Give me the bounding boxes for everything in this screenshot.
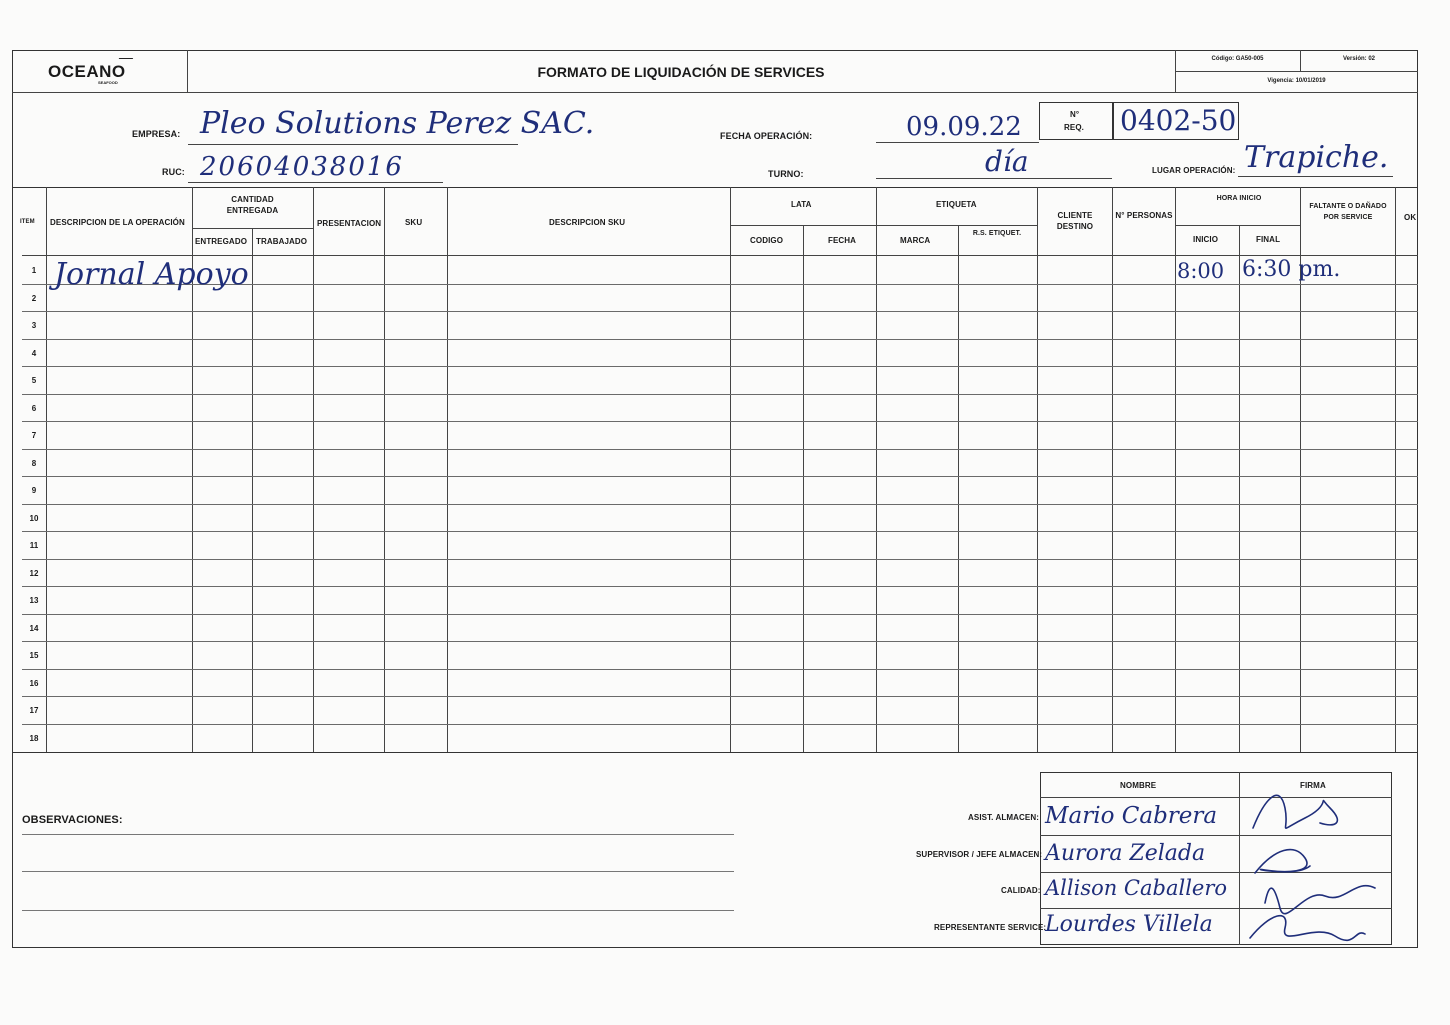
- signature-representante-path: [1250, 916, 1365, 941]
- row1-descripcion: Jornal Apoyo: [54, 257, 249, 292]
- col-final: FINAL: [1256, 235, 1281, 244]
- req-label-box: [1039, 102, 1113, 140]
- col-divider: [252, 228, 253, 752]
- table-row: [22, 669, 1418, 670]
- req-label-1: N°: [1070, 110, 1080, 119]
- header-divider: [12, 92, 1418, 93]
- table-row: [22, 614, 1418, 615]
- hora-subheader-line: [1175, 225, 1300, 226]
- table-row: [22, 421, 1418, 422]
- table-row: [22, 559, 1418, 560]
- row-number: 6: [31, 403, 37, 413]
- form-title: FORMATO DE LIQUIDACIÓN DE SERVICES: [537, 64, 825, 80]
- signature-asist-path: [1253, 795, 1337, 828]
- col-divider: [730, 187, 731, 752]
- role-supervisor-label: SUPERVISOR / JEFE ALMACEN:: [916, 850, 1043, 859]
- signatures-firma-drawing: [1245, 778, 1385, 948]
- form-code: Código: GA50-005: [1211, 56, 1264, 62]
- empresa-value: Pleo Solutions Perez SAC.: [200, 106, 595, 141]
- signature-supervisor-path: [1255, 850, 1310, 873]
- col-divider: [447, 187, 448, 752]
- lugar-line: [1238, 176, 1393, 177]
- col-etiqueta: ETIQUETA: [936, 200, 977, 209]
- col-divider: [384, 187, 385, 752]
- lugar-label: LUGAR OPERACIÓN:: [1152, 166, 1236, 175]
- row-number: 10: [29, 513, 39, 523]
- table-row: [22, 586, 1418, 587]
- col-divider: [1239, 225, 1240, 752]
- col-faltante: FALTANTE O DAÑADO POR SERVICE: [1309, 203, 1387, 221]
- row-number: 12: [29, 568, 39, 578]
- col-marca: MARCA: [900, 236, 931, 245]
- row-number: 7: [31, 431, 37, 440]
- col-inicio: INICIO: [1193, 235, 1219, 244]
- row-number: 2: [31, 293, 37, 303]
- col-cliente-destino: CLIENTE DESTINO: [1056, 211, 1094, 231]
- logo-wave-icon: [117, 58, 133, 63]
- row-number: 3: [31, 321, 37, 330]
- col-divider: [876, 187, 877, 752]
- table-row: [22, 531, 1418, 532]
- col-entregado: ENTREGADO: [195, 237, 248, 246]
- row-number: 5: [31, 376, 37, 385]
- col-divider: [1112, 187, 1113, 752]
- fecha-line: [876, 142, 1039, 143]
- table-row: [22, 504, 1418, 505]
- fecha-label: FECHA OPERACIÓN:: [720, 131, 813, 141]
- col-divider: [46, 187, 47, 752]
- table-row: [22, 366, 1418, 367]
- col-sku: SKU: [405, 218, 423, 227]
- ruc-line: [188, 182, 443, 183]
- table-row: [22, 311, 1418, 312]
- ruc-value: 20604038016: [200, 152, 404, 182]
- col-divider: [313, 187, 314, 752]
- table-row: [22, 724, 1418, 725]
- col-item: ITEM: [20, 219, 35, 225]
- row-number: 8: [31, 458, 37, 468]
- col-divider: [1175, 187, 1176, 752]
- lata-etiqueta-subheader-line: [730, 225, 1037, 226]
- row-number: 17: [29, 706, 39, 715]
- table-row: [22, 449, 1418, 450]
- name-asist: Mario Cabrera: [1045, 803, 1218, 829]
- empresa-label: EMPRESA:: [132, 129, 181, 139]
- col-lata: LATA: [791, 200, 812, 209]
- name-calidad: Allison Caballero: [1045, 876, 1228, 900]
- col-ok: OK: [1404, 213, 1417, 222]
- col-rs-etiquet: R.S. ETIQUET.: [972, 230, 1022, 237]
- form-vigencia: Vigencia: 10/01/2019: [1267, 78, 1326, 84]
- lugar-value: Trapiche.: [1244, 140, 1389, 175]
- nombre-header: NOMBRE: [1120, 781, 1157, 790]
- col-cantidad-entregada: CANTIDAD ENTREGADA: [226, 195, 279, 215]
- row-number: 14: [29, 623, 39, 633]
- row1-inicio: 8:00: [1177, 259, 1225, 283]
- col-divider: [958, 225, 959, 752]
- col-trabajado: TRABAJADO: [256, 237, 308, 246]
- turno-line: [876, 178, 1112, 179]
- company-logo-sub: SEAFOOD: [98, 80, 118, 85]
- col-descripcion-operacion: DESCRIPCION DE LA OPERACIÓN: [50, 218, 185, 227]
- signature-calidad-path: [1265, 886, 1375, 914]
- table-header-bottom: [22, 255, 1418, 256]
- row1-final: 6:30 pm.: [1242, 257, 1341, 282]
- code-split: [1175, 71, 1418, 72]
- form-version: Versión: 02: [1342, 56, 1375, 62]
- req-value: 0402-50: [1120, 104, 1237, 137]
- row-number: 16: [29, 678, 39, 688]
- table-bottom-border: [12, 752, 1418, 753]
- role-representante-label: REPRESENTANTE SERVICE:: [934, 923, 1047, 932]
- col-divider: [1037, 187, 1038, 752]
- col-descripcion-sku: DESCRIPCION SKU: [549, 218, 626, 227]
- table-row: [22, 339, 1418, 340]
- row-number: 15: [29, 651, 39, 660]
- row-number: 13: [29, 596, 39, 605]
- col-fecha: FECHA: [828, 236, 857, 245]
- row-number: 18: [29, 733, 39, 743]
- observaciones-label: OBSERVACIONES:: [22, 814, 123, 826]
- row-number: 11: [29, 541, 39, 550]
- table-row: [22, 476, 1418, 477]
- role-calidad-label: CALIDAD:: [1001, 886, 1041, 895]
- name-supervisor: Aurora Zelada: [1045, 841, 1206, 866]
- empresa-line: [188, 144, 518, 145]
- firma-header: FIRMA: [1300, 781, 1326, 790]
- col-n-personas: N° PERSONAS: [1115, 211, 1173, 220]
- table-row: [22, 641, 1418, 642]
- table-top-border: [12, 187, 1418, 188]
- turno-value: día: [985, 145, 1029, 178]
- req-label-2: REQ.: [1064, 123, 1084, 132]
- role-asist-label: ASIST. ALMACEN:: [968, 813, 1039, 822]
- turno-label: TURNO:: [768, 169, 804, 179]
- observaciones-line: [22, 871, 734, 872]
- row-number: 1: [31, 266, 37, 275]
- col-presentacion: PRESENTACION: [317, 219, 382, 228]
- col-codigo: CODIGO: [750, 236, 784, 245]
- col-divider: [803, 225, 804, 752]
- cantidad-subheader-line: [192, 228, 313, 229]
- observaciones-line: [22, 910, 734, 911]
- fecha-value: 09.09.22: [906, 112, 1022, 142]
- row-number: 4: [31, 348, 37, 358]
- observaciones-line: [22, 834, 734, 835]
- table-row: [22, 696, 1418, 697]
- name-representante: Lourdes Villela: [1045, 912, 1213, 937]
- row-number: 9: [31, 486, 37, 495]
- ruc-label: RUC:: [162, 167, 185, 177]
- company-logo: OCEANO: [48, 62, 126, 81]
- col-hora-inicio: HORA INICIO: [1216, 195, 1262, 202]
- col-divider: [1395, 187, 1396, 752]
- table-row: [22, 394, 1418, 395]
